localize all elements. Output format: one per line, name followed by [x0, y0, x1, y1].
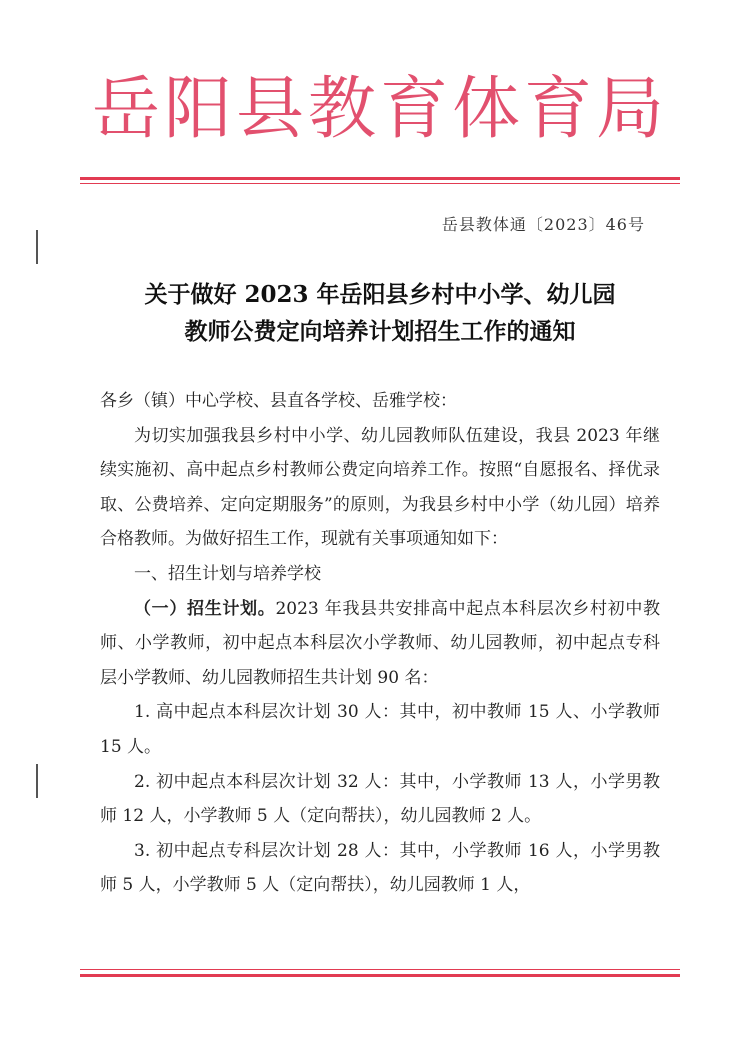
footer-rule-thick [80, 974, 680, 977]
intro-paragraph: 为切实加强我县乡村中小学、幼儿园教师队伍建设，我县 2023 年继续实施初、高中起点乡村教师公费定向培养工作。按照“自愿报名、择优录取、公费培养、定向定期服务”的原则，为我县乡村中小学（幼儿园）培养合格教师。为做好招生工作，现就有关事项通知如下： [100, 425, 660, 550]
subsection-paragraph-1 [100, 592, 660, 696]
notice-title-line-2: 教师公费定向培养计划招生工作的通知 [184, 318, 576, 345]
binding-margin-mark-top [36, 230, 38, 264]
notice-title [80, 276, 680, 350]
footer-rule-thin [80, 969, 680, 970]
document-body [100, 384, 660, 903]
salutation: 各乡（镇）中心学校、县直各学校、岳雅学校： [100, 391, 457, 411]
subsection-text: 2023 年我县共安排高中起点本科层次乡村初中教师、小学教师，初中起点本科层次小学教师、幼儿园教师，初中起点专科层小学教师、幼儿园教师招生共计划 90 名： [100, 598, 661, 688]
agency-header-title: 岳阳县教育体育局 [91, 70, 668, 149]
binding-margin-mark-bottom [36, 764, 38, 798]
notice-title-line-1: 关于做好 2023 年岳阳县乡村中小学、幼儿园 [144, 281, 616, 308]
header-rule-thin [80, 183, 680, 184]
header-rule-thick [80, 177, 680, 180]
list-item-1: 1. 高中起点本科层次计划 30 人：其中，初中教师 15 人、小学教师 15 人。 [100, 702, 660, 757]
list-item-2: 2. 初中起点本科层次计划 32 人：其中，小学教师 13 人，小学男教师 12 人，小学教师 5 人（定向帮扶），幼儿园教师 2 人。 [100, 771, 660, 827]
subsection-label: （一）招生计划。 [134, 598, 276, 619]
list-item-3: 3. 初中起点专科层次计划 28 人：其中，小学教师 16 人，小学男教师 5 人，小学教师 5 人（定向帮扶），幼儿园教师 1 人， [100, 840, 660, 896]
section-heading-1: 一、招生计划与培养学校 [134, 563, 321, 584]
document-number: 岳县教体通〔2023〕46号 [441, 215, 645, 234]
